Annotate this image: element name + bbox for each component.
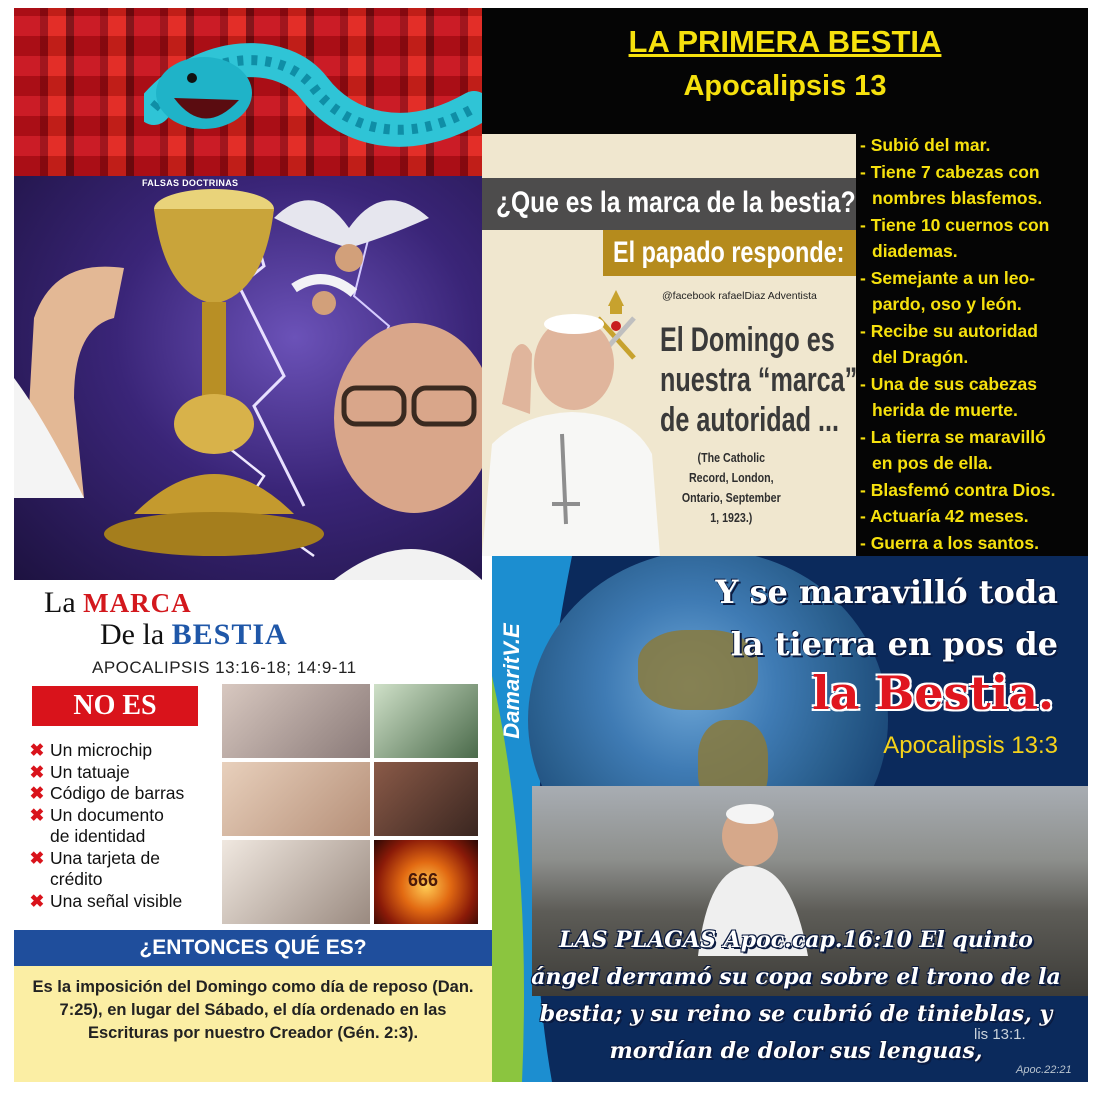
title-bestia: BESTIA: [171, 618, 288, 651]
list-item-line: pardo, oso y león.: [872, 294, 1022, 314]
list-item: [24, 740, 184, 762]
collage-panel-primera-bestia: [482, 8, 1088, 556]
headline-line: Y se maravilló toda: [715, 573, 1058, 611]
not-list: [24, 740, 184, 912]
list-item-line: del Dragón.: [872, 347, 969, 367]
list-item-line: Un tatuaje: [50, 761, 130, 782]
list-item: [24, 783, 184, 805]
list-item-line: crédito: [50, 869, 103, 889]
list-item: [860, 159, 1088, 212]
list-item: [24, 762, 184, 784]
list-item: [860, 212, 1088, 265]
barcode-hand-photo: [222, 762, 370, 836]
headline-bestia: la Bestia.: [812, 666, 1054, 720]
list-item-line: - Semejante a un leo-: [860, 267, 1036, 288]
x-mark-icon: ✖: [29, 761, 45, 782]
list-item-line: Una señal visible: [50, 890, 183, 911]
list-item-line: - La tierra se maravilló: [860, 426, 1046, 447]
no-es-banner: NO ES: [32, 686, 198, 726]
response-text: El papado responde:: [613, 236, 845, 269]
list-item-line: Código de barras: [50, 783, 185, 803]
serpent-icon: [144, 38, 482, 168]
x-mark-icon: ✖: [29, 847, 45, 868]
list-item: [860, 530, 1088, 557]
plagas-verse: LAS PLAGAS Apoc.cap.16:10 El quinto ángel derramó su copa sobre el trono de la bestia; y su reino se cubrió de tinieblas, y mordían de dolor sus lenguas,: [531, 927, 1061, 1064]
list-item-line: - Recibe su autoridad: [860, 320, 1038, 341]
list-item: [860, 424, 1088, 477]
badge-666: 666: [408, 870, 439, 890]
collage-panel-marca-bestia: [14, 580, 492, 1082]
panel-title: LA PRIMERA BESTIA: [628, 24, 942, 59]
list-item: [860, 371, 1088, 424]
list-item-line: Una tarjeta de: [50, 847, 160, 868]
scanner-face-photo: [222, 840, 370, 924]
collage-panel-false-doctrines: [14, 8, 482, 580]
list-item: [860, 318, 1088, 371]
quote-line: nuestra “marca”: [660, 361, 858, 399]
quote-citation: [678, 448, 785, 528]
list-item-line: Un microchip: [50, 740, 153, 760]
question-text: ¿Que es la marca de la bestia?: [496, 186, 856, 219]
facebook-credit: @facebook rafaelDiaz Adventista: [662, 290, 817, 302]
list-item-line: - Tiene 10 cuernos con: [860, 214, 1050, 235]
microchip-hand-photo: [222, 684, 370, 758]
ghost-reference: lis 13:1.: [974, 1026, 1026, 1043]
forehead-mark-photo: [374, 762, 478, 836]
title-dela: De la: [100, 618, 165, 651]
list-item-line: herida de muerte.: [872, 400, 1018, 420]
pope-waving-image: [482, 294, 660, 556]
vertical-credit-text: DamaritV.E: [499, 623, 524, 739]
list-item: [24, 891, 184, 913]
list-item-line: - Tiene 7 cabezas con: [860, 161, 1040, 182]
list-item: [24, 848, 184, 891]
fire-666-photo: [374, 840, 478, 924]
beast-traits-list: [860, 132, 1088, 556]
scripture-reference: APOCALIPSIS 13:16-18; 14:9-11: [92, 658, 357, 677]
citation-line: Ontario, September 1, 1923.): [681, 490, 781, 525]
x-mark-icon: ✖: [29, 890, 45, 911]
list-item-line: - Una de sus cabezas: [860, 373, 1038, 394]
list-item: [860, 132, 1088, 159]
headline-line: la tierra en pos de: [730, 625, 1058, 663]
hand-icon: [14, 198, 134, 498]
mark-of-beast-card: [482, 134, 856, 556]
list-item: [24, 805, 184, 848]
citation-line: (The Catholic Record, London,: [688, 450, 774, 485]
entonces-que-es-bar: ¿ENTONCES QUÉ ES?: [14, 930, 492, 966]
list-item-line: en pos de ella.: [872, 453, 993, 473]
scripture-reference: Apocalipsis 13:3: [883, 732, 1058, 759]
title-la: La: [44, 586, 76, 619]
list-item-line: - Subió del mar.: [860, 135, 991, 155]
list-item: [860, 265, 1088, 318]
question-banner: [482, 178, 856, 230]
list-item: [860, 477, 1088, 504]
list-item: [860, 503, 1088, 530]
x-mark-icon: ✖: [29, 740, 45, 760]
x-mark-icon: ✖: [29, 804, 45, 825]
title-line-2: [100, 618, 288, 652]
caption-falsas-doctrinas: FALSAS DOCTRINAS: [142, 178, 239, 188]
list-item-line: de identidad: [50, 826, 146, 846]
title-marca: MARCA: [83, 588, 192, 618]
answer-text: Es la imposición del Domingo como día de reposo (Dan. 7:25), en lugar del Sábado, el día ordenado en las Escrituras por nuestro Creador (Gén. 2:3).: [32, 978, 474, 1042]
domingo-quote: [660, 320, 857, 440]
signature: Apoc.22:21: [1016, 1064, 1072, 1076]
pope-portrait: [314, 318, 482, 580]
list-item-line: - Guerra a los santos.: [860, 532, 1039, 553]
vertical-credit: [492, 576, 532, 786]
collage-panel-maravillo-tierra: [492, 556, 1088, 1082]
list-item-line: - Actuaría 42 meses.: [860, 506, 1029, 526]
quote-line: de autoridad ...: [660, 401, 839, 439]
list-item-line: Un documento: [50, 804, 164, 825]
id-card-photo: [374, 684, 478, 758]
answer-box: [14, 966, 492, 1082]
x-mark-icon: ✖: [29, 783, 45, 803]
headline: [716, 566, 1058, 670]
panel-subtitle: Apocalipsis 13: [683, 70, 887, 102]
quote-line: El Domingo es: [660, 321, 835, 359]
list-item-line: nombres blasfemos.: [872, 188, 1043, 208]
list-item-line: - Blasfemó contra Dios.: [860, 479, 1056, 500]
list-item-line: diademas.: [872, 241, 958, 261]
response-banner: [603, 230, 856, 276]
title-line-1: [44, 586, 192, 620]
